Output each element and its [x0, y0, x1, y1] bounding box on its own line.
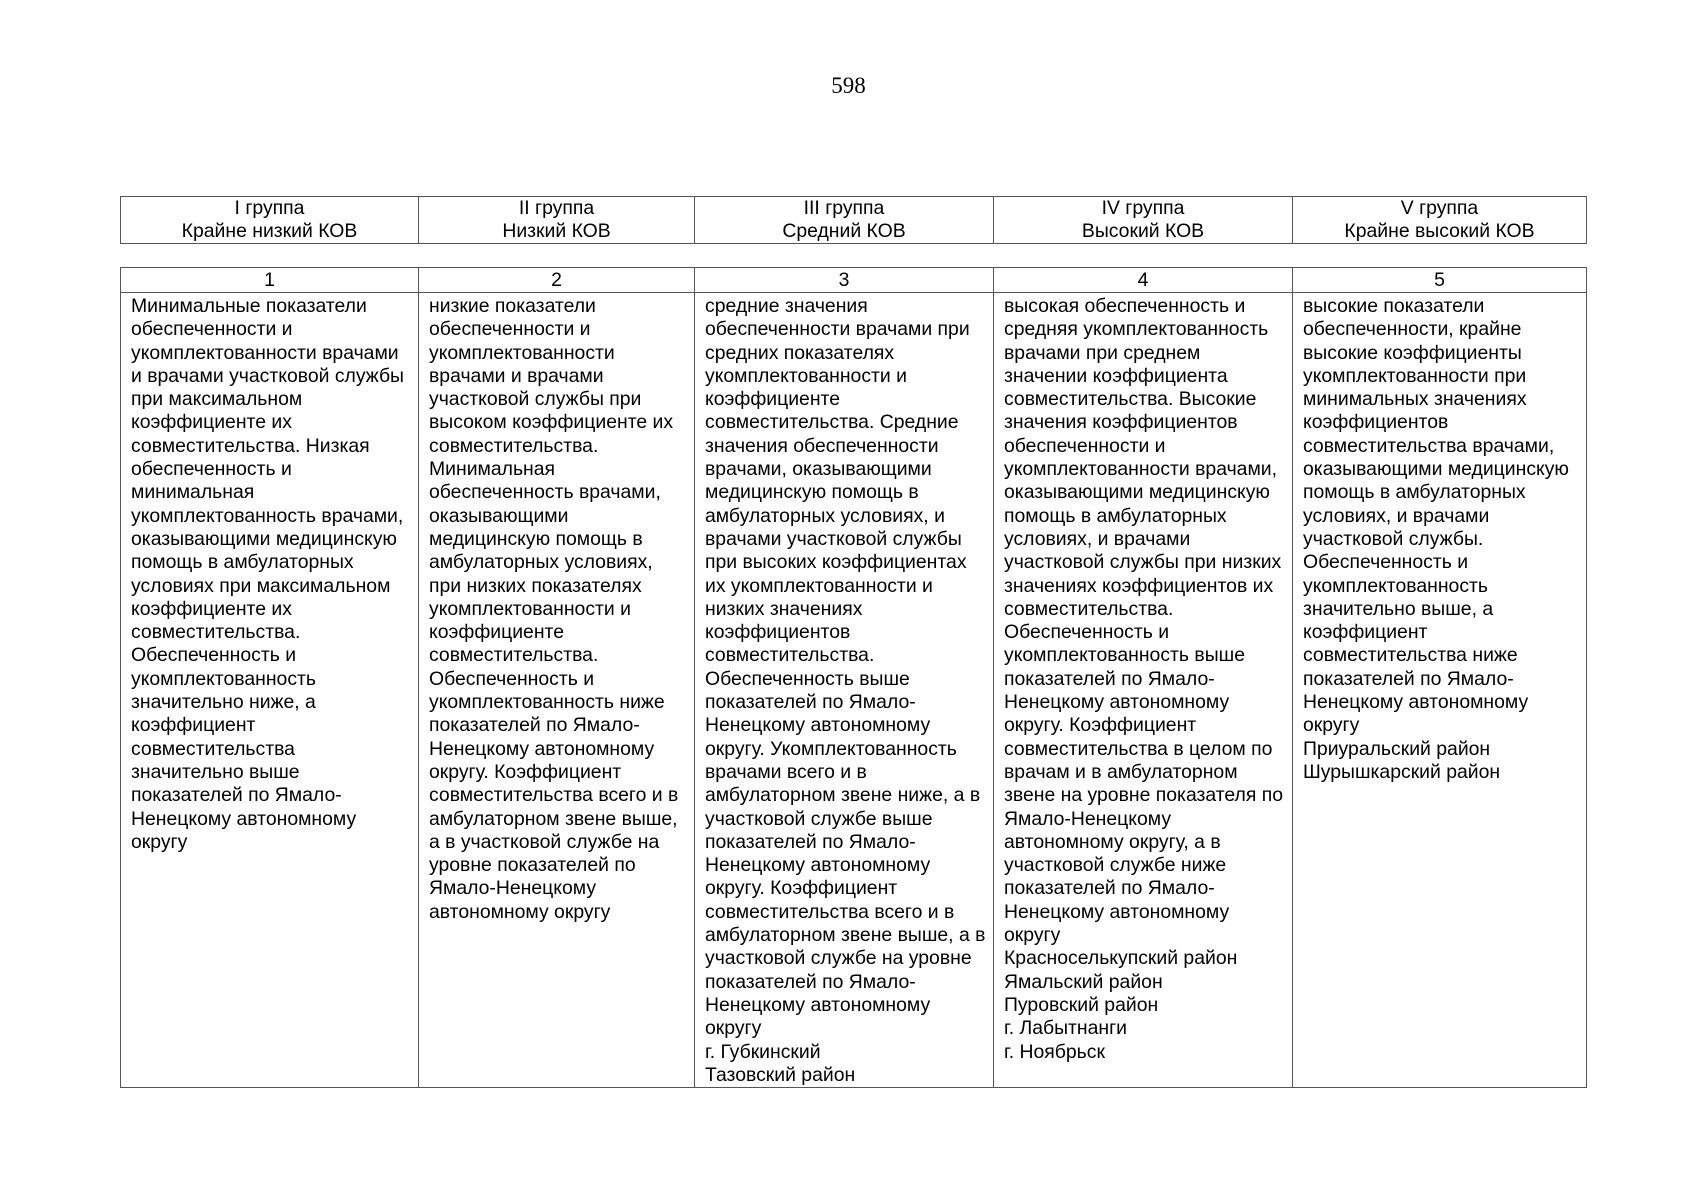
area-name: Пуровский район [1004, 993, 1159, 1016]
area-name: Тазовский район [705, 1063, 856, 1086]
description-cell-5 [1293, 293, 1587, 1088]
group-cell-3 [695, 197, 994, 244]
area-name: г. Губкинский [705, 1040, 821, 1063]
groups-header-table [120, 196, 1587, 244]
area-name: Приуральский район [1303, 737, 1491, 760]
group-subtitle: Средний КОВ [782, 220, 906, 242]
area-name: г. Ноябрьск [1004, 1040, 1105, 1063]
area-name: г. Лабытнанги [1004, 1017, 1128, 1040]
group-subtitle: Низкий КОВ [502, 220, 611, 242]
description-text: высокая обеспеченность и средняя укомплектованность врачами при среднем значении коэффициента совместительства. Высокие значения коэффициентов обеспеченности и укомплектованности врачами, оказывающими медицинскую помощь в амбулаторных условиях, и врачами участковой службы при низких значениях коэффициентов их совместительства. Обеспеченность и укомплектованность выше показателей по Ямало-Ненецкому автономному округу. Коэффициент совместительства в целом по врачам и в амбулаторном звене на уровне показателя по Ямало-Ненецкому автономному округу, а в участковой службе ниже показателей по Ямало-Ненецкому автономному округу [1004, 295, 1284, 947]
description-cell-2 [419, 293, 695, 1088]
description-cell-1 [121, 293, 419, 1088]
group-cell-2 [419, 197, 695, 244]
group-title: IV группа [1101, 197, 1185, 219]
group-title: I группа [234, 197, 305, 219]
group-details-table [120, 267, 1587, 1088]
group-cell-5 [1293, 197, 1587, 244]
group-subtitle: Высокий КОВ [1081, 220, 1205, 242]
group-title: V группа [1400, 197, 1479, 219]
groups-row [121, 197, 1587, 244]
area-name: Ямальский район [1004, 970, 1163, 993]
column-number: 4 [994, 268, 1293, 293]
group-cell-4 [994, 197, 1293, 244]
column-number: 1 [121, 268, 419, 293]
description-text: Минимальные показатели обеспеченности и укомплектованности врачами и врачами участковой службы при максимальном коэффициенте их совместительства. Низкая обеспеченность и минимальная укомплектованность врачами, оказывающими медицинскую помощь в амбулаторных условиях при максимальном коэффициенте их совместительства. Обеспеченность и укомплектованность значительно ниже, а коэффициент совместительства значительно выше показателей по Ямало-Ненецкому автономному округу [131, 295, 404, 853]
description-text: низкие показатели обеспеченности и укомплектованности врачами и врачами участковой службы при высоком коэффициенте их совместительства. Минимальная обеспеченность врачами, оказывающими медицинскую помощь в амбулаторных условиях, при низких показателях укомплектованности и коэффициенте совместительства. Обеспеченность и укомплектованность ниже показателей по Ямало-Ненецкому автономному округу. Коэффициент совместительства всего и в амбулаторном звене выше, а в участковой службе на уровне показателей по Ямало-Ненецкому автономному округу [429, 295, 679, 923]
group-title: III группа [803, 197, 885, 219]
area-name: Шурышкарский район [1303, 760, 1501, 783]
column-number: 5 [1293, 268, 1587, 293]
group-subtitle: Крайне высокий КОВ [1344, 220, 1535, 242]
group-title: II группа [518, 197, 595, 219]
group-subtitle: Крайне низкий КОВ [181, 220, 358, 242]
group-cell-1 [121, 197, 419, 244]
description-text: средние значения обеспеченности врачами при средних показателях укомплектованности и коэффициенте совместительства. Средние значения обеспеченности врачами, оказывающими медицинскую помощь в амбулаторных условиях, и врачами участковой службы при высоких коэффициентах их укомплектованности и низких значениях коэффициентов совместительства. Обеспеченность выше показателей по Ямало-Ненецкому автономному округу. Укомплектованность врачами всего и в амбулаторном звене ниже, а в участковой службе выше показателей по Ямало-Ненецкому автономному округу. Коэффициент совместительства всего и в амбулаторном звене выше, а в участковой службе на уровне показателей по Ямало-Ненецкому автономному округу [705, 295, 986, 1040]
page-number: 598 [831, 73, 866, 98]
description-cell-4 [994, 293, 1293, 1088]
description-cell-3 [695, 293, 994, 1088]
column-numbers-row [121, 268, 1587, 293]
area-name: Красноселькупский район [1004, 947, 1238, 970]
column-number: 3 [695, 268, 994, 293]
column-number: 2 [419, 268, 695, 293]
description-text: высокие показатели обеспеченности, крайне высокие коэффициенты укомплектованности при минимальных значениях коэффициентов совместительства врачами, оказывающими медицинскую помощь в амбулаторных условиях, и врачами участковой службы. Обеспеченность и укомплектованность значительно выше, а коэффициент совместительства ниже показателей по Ямало-Ненецкому автономному округу [1303, 295, 1569, 737]
descriptions-row [121, 293, 1587, 1088]
